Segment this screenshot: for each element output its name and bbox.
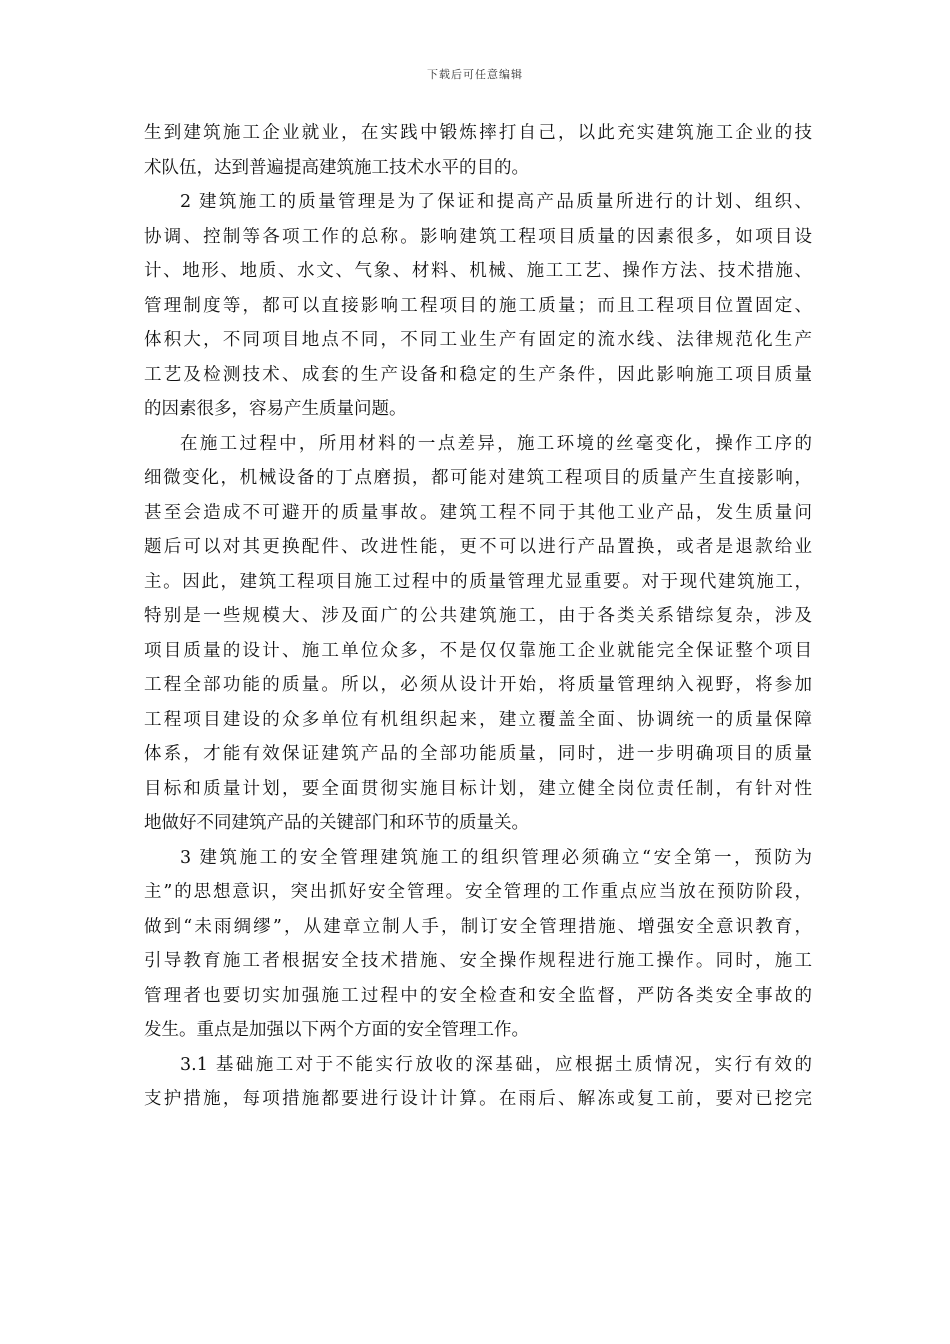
- text-line: 2 建筑施工的质量管理是为了保证和提高产品质量所进行的计划、组织、: [180, 192, 812, 212]
- text-line: 做到“未雨绸缪”，从建章立制人手，制订安全管理措施、增强安全意识教育，: [144, 916, 812, 937]
- text-line: 特别是一些规模大、涉及面广的公共建筑施工，由于各类关系错综复杂，涉及: [144, 606, 812, 626]
- text-line: 目标和质量计划，要全面贯彻实施目标计划，建立健全岗位责任制，有针对性: [144, 778, 812, 799]
- text-line: 项目质量的设计、施工单位众多，不是仅仅靠施工企业就能完全保证整个项目: [144, 640, 812, 661]
- document-body: [144, 116, 812, 1117]
- text-line: 工程全部功能的质量。所以，必须从设计开始，将质量管理纳入视野，将参加: [144, 675, 812, 695]
- paragraph: [144, 841, 812, 1048]
- text-line: 生到建筑施工企业就业，在实践中锻炼摔打自己，以此充实建筑施工企业的技: [144, 123, 812, 143]
- text-line: 发生。重点是加强以下两个方面的安全管理工作。: [144, 1020, 529, 1040]
- paragraph: [144, 116, 812, 185]
- text-line: 甚至会造成不可避开的质量事故。建筑工程不同于其他工业产品，发生质量问: [144, 502, 812, 523]
- text-line: 管理制度等，都可以直接影响工程项目的施工质量；而且工程项目位置固定、: [144, 295, 812, 316]
- paragraph: [144, 185, 812, 427]
- text-line: 在施工过程中，所用材料的一点差异，施工环境的丝毫变化，操作工序的: [180, 433, 812, 454]
- text-line: 3.1 基础施工对于不能实行放收的深基础，应根据土质情况，实行有效的: [180, 1054, 812, 1075]
- text-line: 题后可以对其更换配件、改进性能，更不可以进行产品置换，或者是退款给业: [144, 537, 812, 557]
- text-line: 体积大，不同项目地点不同，不同工业生产有固定的流水线、法律规范化生产: [144, 330, 812, 350]
- text-line: 3 建筑施工的安全管理建筑施工的组织管理必须确立“安全第一，预防为: [180, 847, 812, 868]
- text-line: 术队伍，达到普遍提高建筑施工技术水平的目的。: [144, 157, 529, 178]
- text-line: 引导教育施工者根据安全技术措施、安全操作规程进行施工操作。同时，施工: [144, 951, 812, 971]
- text-line: 工艺及检测技术、成套的生产设备和稳定的生产条件，因此影响施工项目质量: [144, 364, 812, 385]
- text-line: 协调、控制等各项工作的总称。影响建筑工程项目质量的因素很多，如项目设: [144, 226, 812, 247]
- paragraph: [144, 1048, 812, 1117]
- text-line: 主”的思想意识，突出抓好安全管理。安全管理的工作重点应当放在预防阶段，: [144, 882, 812, 902]
- text-line: 主。因此，建筑工程项目施工过程中的质量管理尤显重要。对于现代建筑施工，: [144, 571, 812, 592]
- text-line: 管理者也要切实加强施工过程中的安全检查和安全监督，严防各类安全事故的: [144, 985, 812, 1006]
- paragraph: [144, 427, 812, 841]
- page-header: 下载后可任意编辑: [427, 68, 523, 81]
- text-line: 的因素很多，容易产生质量问题。: [144, 399, 407, 419]
- text-line: 支护措施，每项措施都要进行设计计算。在雨后、解冻或复工前，要对已挖完: [144, 1089, 812, 1109]
- text-line: 计、地形、地质、水文、气象、材料、机械、施工工艺、操作方法、技术措施、: [144, 261, 812, 281]
- text-line: 地做好不同建筑产品的关键部门和环节的质量关。: [144, 813, 529, 833]
- text-line: 细微变化，机械设备的丁点磨损，都可能对建筑工程项目的质量产生直接影响，: [144, 468, 812, 488]
- text-line: 体系，才能有效保证建筑产品的全部功能质量，同时，进一步明确项目的质量: [144, 744, 812, 764]
- text-line: 工程项目建设的众多单位有机组织起来，建立覆盖全面、协调统一的质量保障: [144, 709, 812, 730]
